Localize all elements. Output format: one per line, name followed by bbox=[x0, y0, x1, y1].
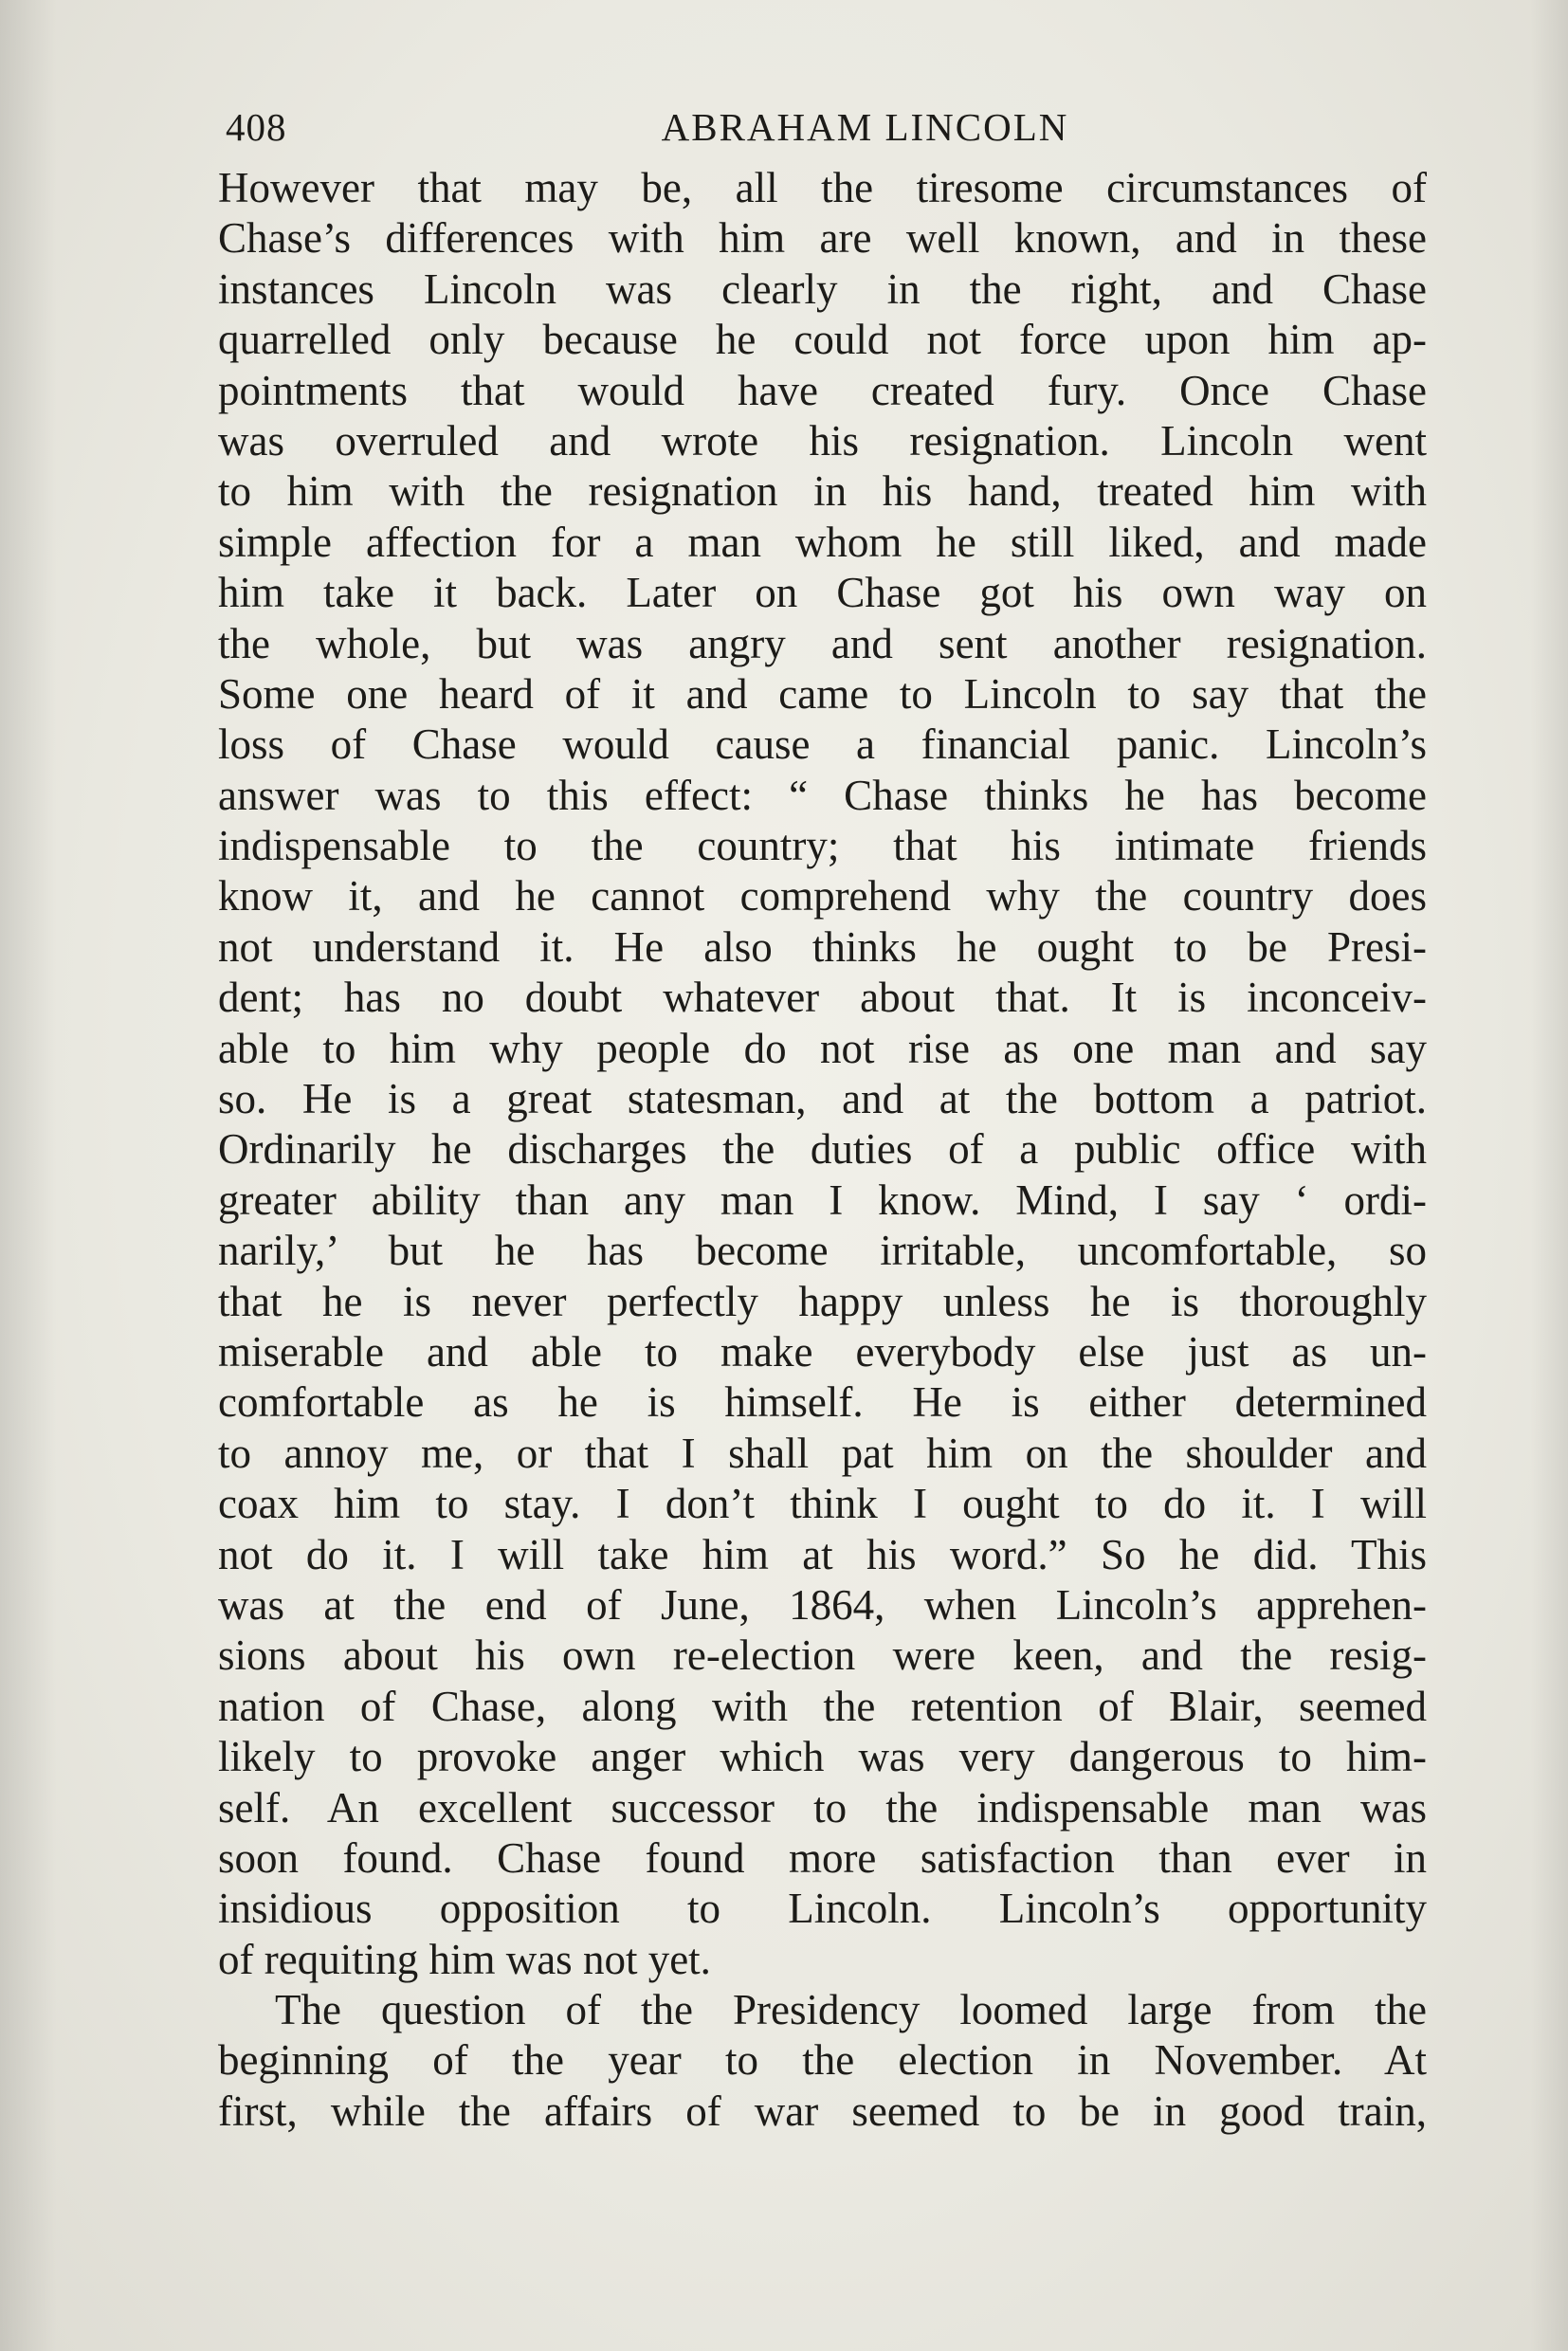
page-gutter-shadow bbox=[0, 0, 57, 2351]
paragraph-2 bbox=[218, 1985, 1427, 2137]
text-line: insidious opposition to Lincoln. Lincoln’s opportunity bbox=[218, 1885, 1427, 1933]
text-line: simple affection for a man whom he still liked, and made bbox=[218, 518, 1427, 566]
text-line: not do it. I will take him at his word.” So he did. This bbox=[218, 1530, 1427, 1578]
text-line: able to him why people do not rise as one man and say bbox=[218, 1024, 1427, 1072]
text-line: coax him to stay. I don’t think I ought to do it. I will bbox=[218, 1480, 1427, 1528]
text-line: not understand it. He also thinks he ought to be Presi- bbox=[218, 922, 1427, 971]
text-line: loss of Chase would cause a financial panic. Lincoln’s bbox=[218, 720, 1427, 769]
text-line: narily,’ but he has become irritable, uncomfortable, so bbox=[218, 1227, 1427, 1275]
text-line: know it, and he cannot comprehend why the country does bbox=[218, 872, 1427, 920]
text-line: self. An excellent successor to the indispensable man was bbox=[218, 1783, 1427, 1832]
text-line: dent; has no doubt whatever about that. It is inconceiv- bbox=[218, 974, 1427, 1022]
text-block bbox=[218, 95, 1427, 2137]
text-line: that he is never perfectly happy unless he is thoroughly bbox=[218, 1277, 1427, 1325]
text-line: soon found. Chase found more satisfaction than ever in bbox=[218, 1833, 1427, 1882]
text-line: greater ability than any man I know. Mind, I say ‘ ordi- bbox=[218, 1176, 1427, 1224]
text-line: answer was to this effect: “ Chase thinks he has become bbox=[218, 771, 1427, 819]
text-line: sions about his own re-election were keen, and the resig- bbox=[218, 1631, 1427, 1680]
text-line: quarrelled only because he could not force upon him ap- bbox=[218, 316, 1427, 364]
text-line: of requiting him was not yet. bbox=[218, 1935, 711, 1983]
text-line: Ordinarily he discharges the duties of a public office with bbox=[218, 1125, 1427, 1174]
text-line: was overruled and wrote his resignation. Lincoln went bbox=[218, 416, 1427, 465]
text-line: instances Lincoln was clearly in the right, and Chase bbox=[218, 264, 1427, 313]
text-line: first, while the affairs of war seemed to be in good train, bbox=[218, 2087, 1427, 2135]
text-line: Chase’s differences with him are well known, and in these bbox=[218, 214, 1427, 263]
page-number: 408 bbox=[226, 105, 287, 149]
text-line: indispensable to the country; that his intimate friends bbox=[218, 822, 1427, 870]
page-edge-shadow bbox=[1530, 0, 1568, 2351]
text-line: the whole, but was angry and sent another resignation. bbox=[218, 619, 1427, 667]
text-line: The question of the Presidency loomed large from the bbox=[275, 1986, 1427, 2034]
running-title: ABRAHAM LINCOLN bbox=[661, 105, 1069, 149]
text-line: pointments that would have created fury. Once Chase bbox=[218, 366, 1427, 414]
running-head bbox=[218, 95, 1427, 163]
text-line: was at the end of June, 1864, when Lincoln’s apprehen- bbox=[218, 1580, 1427, 1629]
text-line: nation of Chase, along with the retention of Blair, seemed bbox=[218, 1682, 1427, 1730]
text-line: However that may be, all the tiresome circumstances of bbox=[218, 164, 1427, 211]
text-line: to annoy me, or that I shall pat him on the shoulder and bbox=[218, 1429, 1427, 1477]
paragraph-1 bbox=[218, 163, 1427, 1985]
text-line: to him with the resignation in his hand, treated him with bbox=[218, 467, 1427, 516]
text-line: Some one heard of it and came to Lincoln to say that the bbox=[218, 669, 1427, 718]
text-line: so. He is a great statesman, and at the bottom a patriot. bbox=[218, 1075, 1427, 1123]
text-line: miserable and able to make everybody else just as un- bbox=[218, 1327, 1427, 1376]
text-line: him take it back. Later on Chase got his own way on bbox=[218, 569, 1427, 617]
text-line: comfortable as he is himself. He is either determined bbox=[218, 1378, 1427, 1427]
text-line: beginning of the year to the election in November. At bbox=[218, 2036, 1427, 2085]
text-line: likely to provoke anger which was very dangerous to him- bbox=[218, 1733, 1427, 1781]
